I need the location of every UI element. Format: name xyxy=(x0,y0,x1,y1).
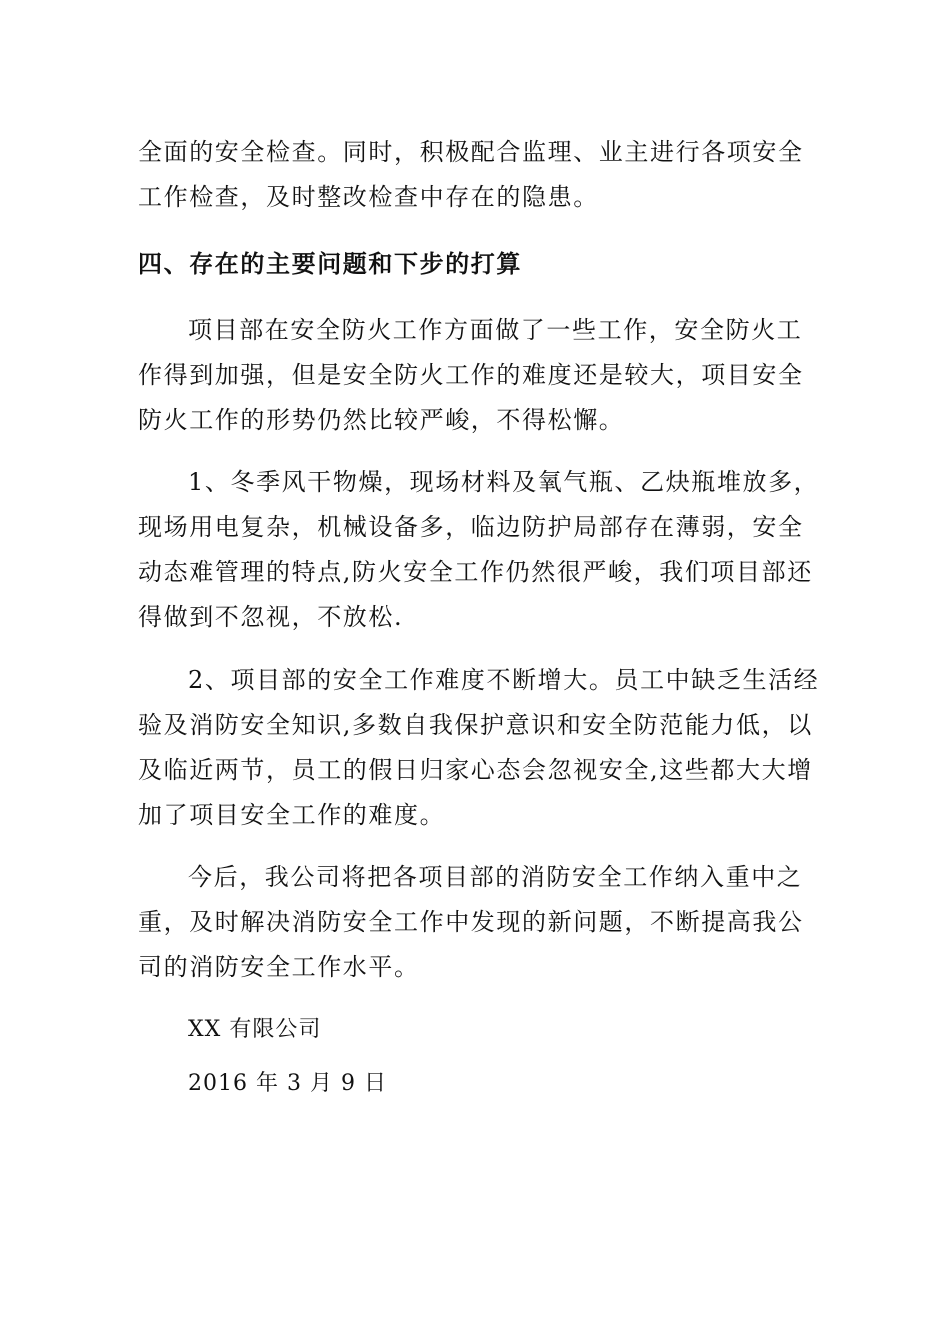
paragraph-line: 及临近两节，员工的假日归家心态会忽视安全,这些都大大增 xyxy=(138,756,813,784)
paragraph-line: 项目部在安全防火工作方面做了一些工作，安全防火工 xyxy=(188,316,803,344)
paragraph-1 xyxy=(138,308,818,443)
section-heading: 四、存在的主要问题和下步的打算 xyxy=(138,249,522,278)
signature-company: XX 有限公司 xyxy=(188,1017,322,1042)
paragraph-line: 1、冬季风干物燥，现场材料及氧气瓶、乙炔瓶堆放多， xyxy=(188,468,820,496)
paragraph-line: 验及消防安全知识,多数自我保护意识和安全防范能力低，以 xyxy=(138,711,813,739)
paragraph-line: 动态难管理的特点,防火安全工作仍然很严峻，我们项目部还 xyxy=(138,558,813,586)
paragraph-3 xyxy=(138,658,818,838)
paragraph-line: 2、项目部的安全工作难度不断增大。员工中缺乏生活经 xyxy=(188,666,820,694)
paragraph-line: 作得到加强，但是安全防火工作的难度还是较大，项目安全 xyxy=(138,361,804,389)
signature-date: 2016 年 3 月 9 日 xyxy=(188,1071,387,1096)
paragraph-line: 加了项目安全工作的难度。 xyxy=(138,801,446,829)
continuation-paragraph xyxy=(138,130,818,220)
paragraph-line: 防火工作的形势仍然比较严峻，不得松懈。 xyxy=(138,406,625,434)
paragraph-4 xyxy=(138,855,818,990)
paragraph-line: 全面的安全检查。同时，积极配合监理、业主进行各项安全 xyxy=(138,138,804,166)
paragraph-2 xyxy=(138,460,818,640)
paragraph-line: 司的消防安全工作水平。 xyxy=(138,953,420,981)
paragraph-line: 工作检查，及时整改检查中存在的隐患。 xyxy=(138,183,599,211)
paragraph-line: 得做到不忽视，不放松. xyxy=(138,603,404,631)
paragraph-line: 现场用电复杂，机械设备多，临边防护局部存在薄弱，安全 xyxy=(138,513,804,541)
paragraph-line: 重，及时解决消防安全工作中发现的新问题，不断提高我公 xyxy=(138,908,804,936)
paragraph-line: 今后，我公司将把各项目部的消防安全工作纳入重中之 xyxy=(188,863,803,891)
